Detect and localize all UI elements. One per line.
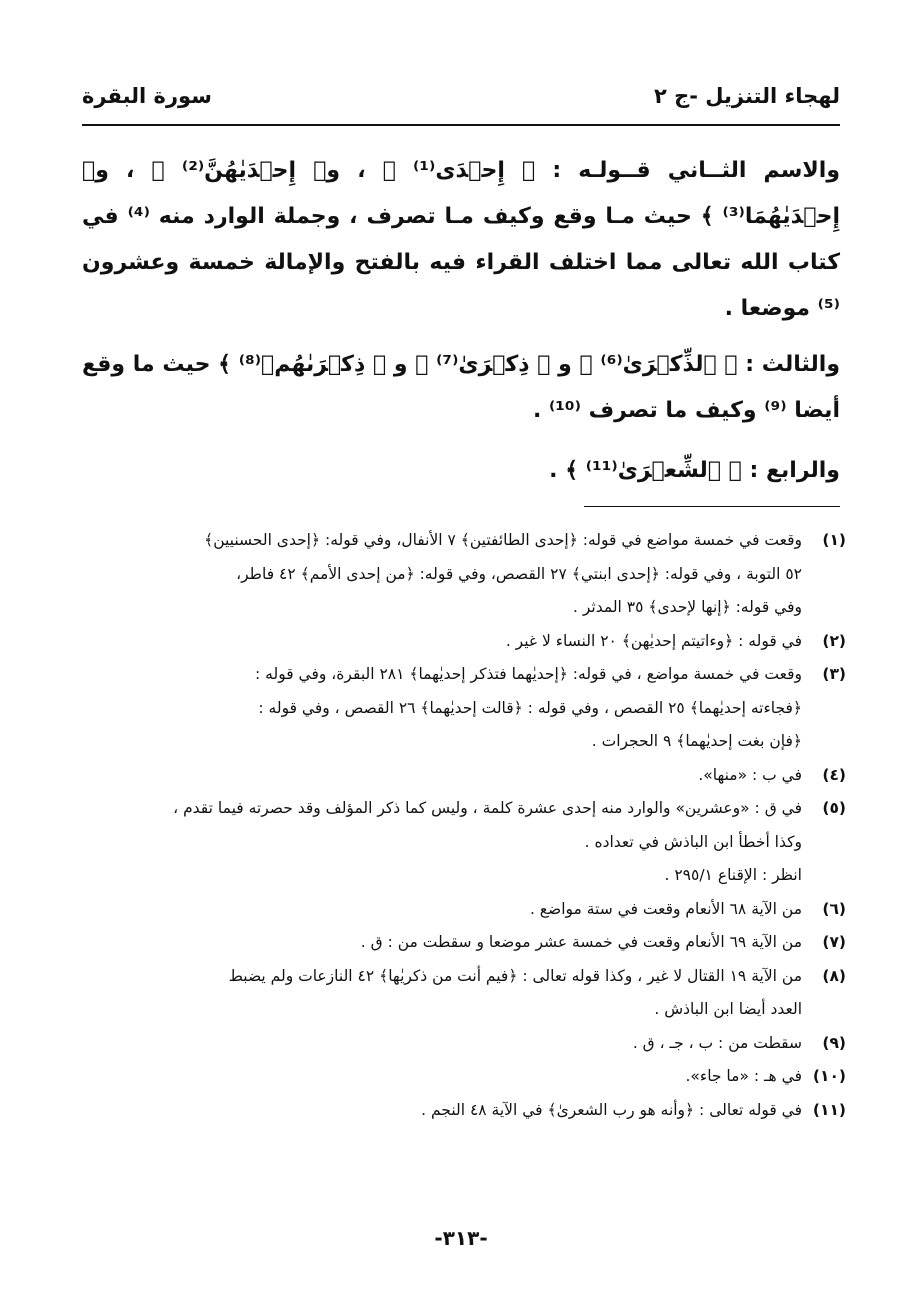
footnote-line: وكذا أخطأ ابن الباذش في تعداده . — [584, 832, 802, 851]
main-text — [82, 148, 840, 508]
paragraph-third-noun: والثالث : ﴿ ٱلذِّكۡرَىٰ⁽⁶⁾ ﴾ و ﴿ ذِكۡرَىٰ⁽⁷⁾ ﴾ و ﴿ ذِكۡرَىٰهُمۡ⁽⁸⁾ ﴾ حيث ما وقع أيضا ⁽⁹⁾ وكيف ما تصرف ⁽¹⁰⁾ . — [82, 352, 840, 423]
footnote-line: سقطت من : ب ، جـ ، ق . — [632, 1033, 802, 1052]
surah-title: سورة البقرة — [82, 84, 212, 108]
footnote-line: في هـ : «ما جاء». — [685, 1067, 802, 1085]
footnote-line: وقعت في خمسة مواضع في قوله: ﴿إحدى الطائفتين﴾ ٧ الأنفال، وفي قوله: ﴿إحدى الحسنيين﴾ — [204, 531, 802, 549]
footnote — [82, 1094, 846, 1128]
footnote — [82, 1027, 846, 1061]
footnote-line: العدد أيضا ابن الباذش . — [654, 1000, 802, 1018]
footnote — [82, 658, 846, 759]
footnote — [82, 893, 846, 927]
footnote — [82, 524, 846, 625]
footnote-line: انظر : الإقناع ٢٩٥/١ . — [664, 866, 802, 884]
footnote-line: في ق : «وعشرين» والوارد منه إحدى عشرة كلمة ، وليس كما ذكر المؤلف وقد حصرته فيما تقدم ، — [173, 799, 802, 817]
footnote-number: (١) — [822, 531, 846, 549]
footnote — [82, 960, 846, 1027]
footnote-number: (٣) — [822, 665, 846, 683]
footnote — [82, 625, 846, 659]
footnote-line: وقعت في خمسة مواضع ، في قوله: ﴿إحديٰهما فتذكر إحديٰهما﴾ ٢٨١ البقرة، وفي قوله : — [255, 665, 802, 683]
running-header — [82, 84, 840, 126]
paragraph-fourth-noun: والرابع : ﴿ ٱلشِّعۡرَىٰ⁽¹¹⁾ ﴾ . — [549, 458, 840, 483]
footnote-number: (٢) — [822, 631, 846, 650]
footnote — [82, 759, 846, 793]
footnote — [82, 1060, 846, 1094]
footnote-separator — [584, 506, 840, 507]
footnote-line: في قوله تعالى : ﴿وأنه هو رب الشعرىٰ﴾ في الآية ٤٨ النجم . — [421, 1100, 802, 1119]
footnote-line: ٥٢ التوبة ، وفي قوله: ﴿إحدى ابنتي﴾ ٢٧ القصص، وفي قوله: ﴿من إحدى الأمم﴾ ٤٢ فاطر، — [236, 564, 802, 583]
paragraph-second-noun: والاسم الثــاني قــولـه : ﴿ إِحۡدَى⁽¹⁾ ﴾ ، و﴿ إِحۡدَيٰهُنَّ⁽²⁾ ﴾ ، و﴿ إِحۡدَيٰهُمَا⁽³⁾ ﴾ حيث مـا وقع وكيف مـا تصرف ، وجملة الوارد منه ⁽⁴⁾ في كتاب الله تعالى مما اختلف القراء فيه بالفتح والإمالة خمسة وعشرون ⁽⁵⁾ موضعا . — [82, 158, 840, 321]
footnote-number: (١٠) — [812, 1067, 846, 1085]
footnote-line: وفي قوله: ﴿إنها لإحدى﴾ ٣٥ المدثر . — [573, 598, 802, 616]
footnote-number: (٥) — [822, 799, 846, 817]
footnote-line: من الآية ٦٨ الأنعام وقعت في ستة مواضع . — [529, 899, 802, 918]
footnote-line: ﴿فجاءته إحديٰهما﴾ ٢٥ القصص ، وفي قوله : ﴿قالت إحديٰهما﴾ ٢٦ القصص ، وفي قوله : — [258, 698, 802, 717]
footnote-line: ﴿فإن بغت إحديٰهما﴾ ٩ الحجرات . — [591, 732, 802, 750]
footnote-number: (٩) — [822, 1033, 846, 1052]
footnote-number: (٧) — [822, 933, 846, 951]
footnote — [82, 926, 846, 960]
footnotes — [82, 524, 846, 1127]
footnote-number: (٦) — [822, 899, 846, 918]
footnote-line: من الآية ١٩ القتال لا غير ، وكذا قوله تعالى : ﴿فيم أنت من ذكريٰها﴾ ٤٢ النازعات ولم يضبط — [228, 966, 802, 985]
book-title: لهجاء التنزيل -ج ٢ — [653, 84, 840, 108]
footnote-line: في قوله : ﴿وءاتيتم إحديٰهن﴾ ٢٠ النساء لا غير . — [505, 631, 802, 650]
footnote-line: في ب : «منها». — [698, 765, 802, 784]
footnote-line: من الآية ٦٩ الأنعام وقعت في خمسة عشر موضعا و سقطت من : ق . — [360, 933, 802, 951]
page-number: -٣١٣- — [434, 1226, 488, 1250]
footnote-number: (١١) — [812, 1100, 846, 1119]
footnote-number: (٨) — [822, 966, 846, 985]
footnote — [82, 792, 846, 893]
footnote-number: (٤) — [822, 765, 846, 784]
